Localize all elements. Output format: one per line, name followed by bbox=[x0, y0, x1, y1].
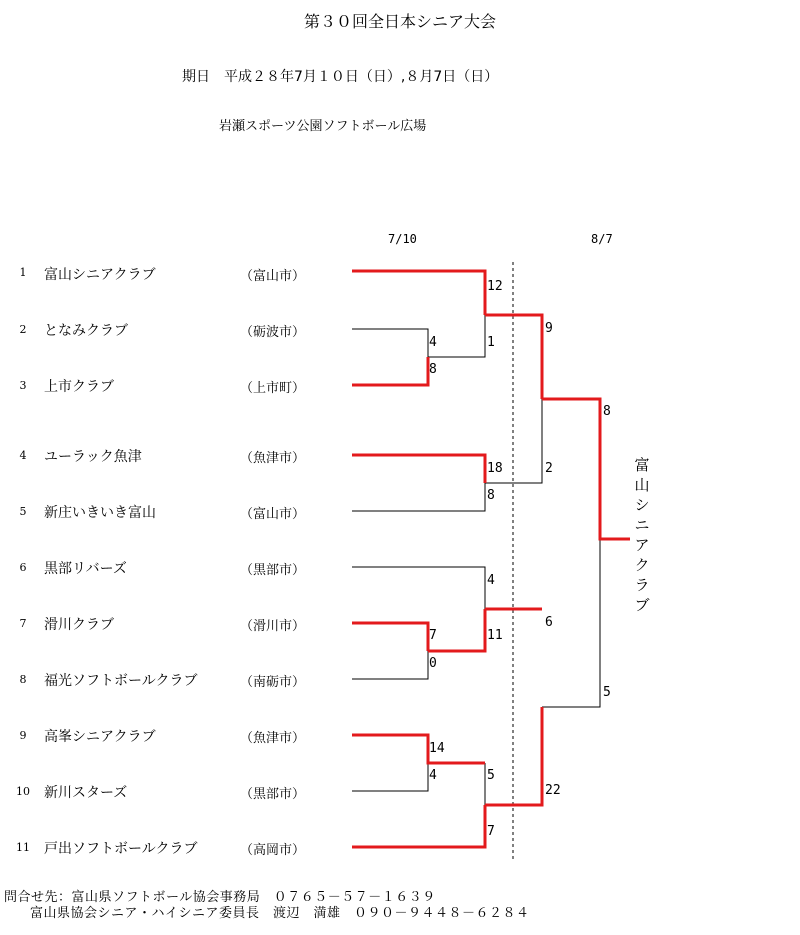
team-seed: 1 bbox=[19, 266, 27, 279]
team-city: （高岡市） bbox=[240, 843, 306, 858]
path-team-6 bbox=[352, 567, 485, 609]
score-m-2v3-bot: 8 bbox=[429, 362, 437, 377]
team-name: 高峯シニアクラブ bbox=[44, 729, 156, 745]
team-name: 黒部リバーズ bbox=[44, 561, 127, 577]
team-city: （黒部市） bbox=[240, 563, 306, 578]
path-team-5 bbox=[352, 483, 485, 511]
win-path-team-11 bbox=[352, 805, 485, 847]
team-name: 新庄いきいき富山 bbox=[44, 505, 156, 521]
win-path-team-1 bbox=[352, 271, 485, 315]
score-m-9v11-top: 5 bbox=[487, 768, 495, 783]
score-m-1v3-top: 12 bbox=[487, 279, 503, 294]
score-m-7v8-top: 7 bbox=[429, 628, 437, 643]
team-name: 滑川クラブ bbox=[44, 617, 114, 633]
team-city: （黒部市） bbox=[240, 787, 306, 802]
score-sf1-top: 9 bbox=[545, 321, 553, 336]
contact-line-2: 富山県協会シニア・ハイシニア委員長 渡辺 満雄 ０９０－９４４８－６２８４ bbox=[30, 906, 530, 921]
team-seed: 2 bbox=[19, 323, 27, 336]
team-seed: 5 bbox=[19, 505, 27, 518]
score-sf2-top: 6 bbox=[545, 615, 553, 630]
team-name: 新川スターズ bbox=[44, 785, 128, 801]
team-seed: 10 bbox=[16, 785, 30, 798]
win-path-team-7 bbox=[352, 623, 428, 651]
contact-line-1: 問合せ先：富山県ソフトボール協会事務局 ０７６５－５７－１６３９ bbox=[4, 890, 436, 905]
team-name: となみクラブ bbox=[44, 323, 128, 339]
event-venue: 岩瀬スポーツ公園ソフトボール広場 bbox=[219, 119, 427, 134]
team-name: 福光ソフトボールクラブ bbox=[44, 673, 198, 689]
score-m-2v3-top: 4 bbox=[429, 335, 437, 350]
champion-name: 富山シニアクラブ bbox=[634, 456, 650, 614]
score-sf1-bot: 2 bbox=[545, 461, 553, 476]
score-final-top: 8 bbox=[603, 404, 611, 419]
team-city: （魚津市） bbox=[240, 731, 306, 746]
team-name: 上市クラブ bbox=[44, 379, 114, 395]
score-m-1v3-bot: 1 bbox=[487, 335, 495, 350]
team-name: 富山シニアクラブ bbox=[44, 267, 156, 283]
team-seed: 3 bbox=[19, 379, 27, 392]
score-m-4v5-bot: 8 bbox=[487, 488, 495, 503]
round-date-2: 8/7 bbox=[591, 232, 613, 246]
team-seed: 8 bbox=[19, 673, 27, 686]
score-m-6v7-top: 4 bbox=[487, 573, 495, 588]
score-m-9v10-top: 14 bbox=[429, 741, 445, 756]
team-seed: 9 bbox=[19, 729, 27, 742]
win-path-team-3 bbox=[352, 357, 428, 385]
event-dates: 期日 平成２８年7月１０日（日）,８月7日（日） bbox=[182, 69, 499, 85]
team-name: 戸出ソフトボールクラブ bbox=[44, 841, 198, 857]
team-city: （南砺市） bbox=[240, 675, 306, 690]
team-seed: 6 bbox=[19, 561, 27, 574]
team-city: （魚津市） bbox=[240, 451, 306, 466]
win-path-sf1 bbox=[485, 315, 542, 399]
score-m-6v7-bot: 11 bbox=[487, 628, 503, 643]
path-team-8 bbox=[352, 651, 428, 679]
team-city: （富山市） bbox=[240, 269, 306, 284]
win-path-final bbox=[542, 399, 630, 539]
path-team-2 bbox=[352, 329, 428, 357]
team-seed: 4 bbox=[19, 449, 27, 462]
team-city: （砺波市） bbox=[240, 325, 306, 340]
score-m-9v11-bot: 7 bbox=[487, 824, 495, 839]
path-team-10 bbox=[352, 763, 428, 791]
page-title: 第３０回全日本シニア大会 bbox=[303, 12, 496, 31]
score-m-7v8-bot: 0 bbox=[429, 656, 437, 671]
team-city: （上市町） bbox=[240, 381, 306, 396]
score-m-4v5-top: 18 bbox=[487, 461, 503, 476]
round-date-1: 7/10 bbox=[388, 232, 417, 246]
score-sf2-bot: 22 bbox=[545, 783, 561, 798]
team-city: （滑川市） bbox=[240, 619, 306, 634]
team-name: ユーラック魚津 bbox=[44, 449, 142, 465]
score-m-9v10-bot: 4 bbox=[429, 768, 437, 783]
score-final-bot: 5 bbox=[603, 685, 611, 700]
win-path-team-4 bbox=[352, 455, 485, 483]
team-seed: 7 bbox=[19, 617, 27, 630]
team-seed: 11 bbox=[16, 841, 30, 854]
win-path-team-9 bbox=[352, 735, 485, 763]
team-city: （富山市） bbox=[240, 507, 306, 522]
